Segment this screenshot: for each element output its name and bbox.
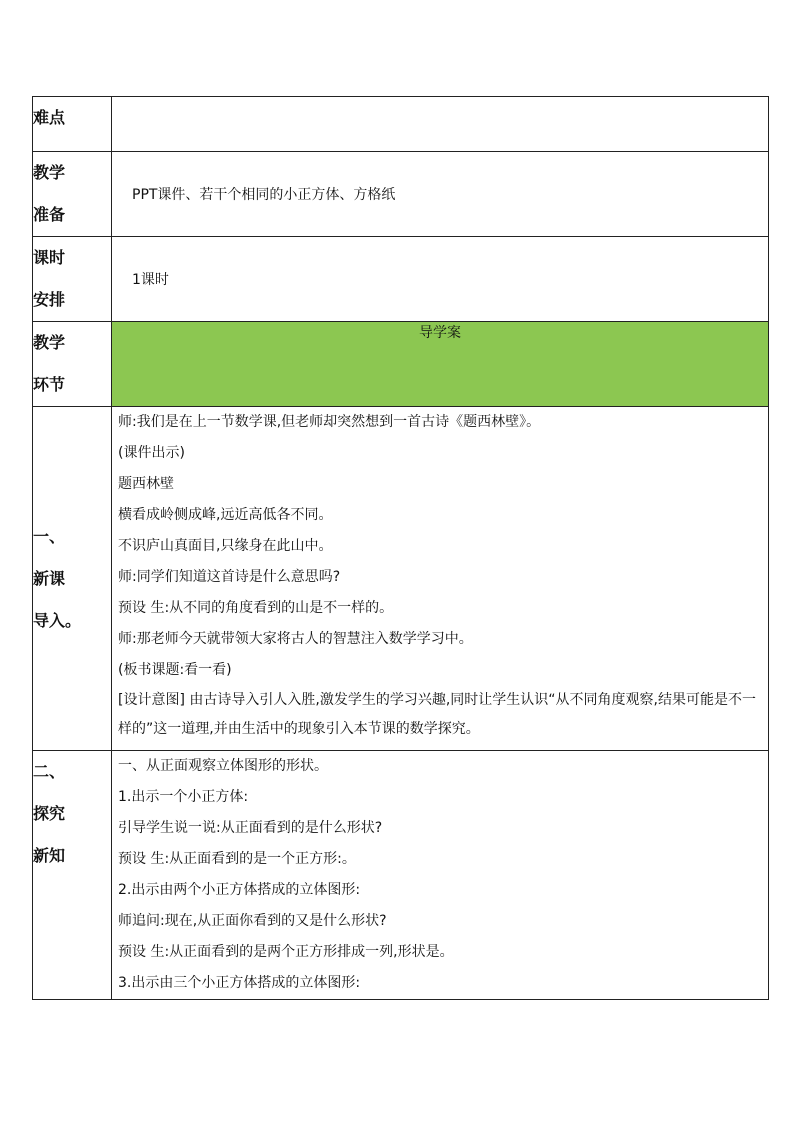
label-section-line2: 环节 bbox=[33, 375, 66, 394]
label-difficulty-text: 难点 bbox=[33, 108, 66, 127]
intro-line: 师:同学们知道这首诗是什么意思吗? bbox=[118, 569, 341, 585]
content-preparation: PPT课件、若干个相同的小正方体、方格纸 bbox=[112, 152, 769, 237]
explore-line: 预设 生:从正面看到的是一个正方形:。 bbox=[118, 851, 356, 867]
content-schedule: 1课时 bbox=[112, 237, 769, 322]
label-explore-line2: 探究 bbox=[33, 804, 66, 823]
label-preparation-line1: 教学 bbox=[33, 163, 66, 182]
content-intro bbox=[112, 407, 769, 751]
intro-line: 不识庐山真面目,只缘身在此山中。 bbox=[118, 538, 333, 554]
label-schedule bbox=[33, 237, 112, 322]
lesson-plan-table bbox=[32, 96, 769, 1000]
label-explore-line3: 新知 bbox=[33, 846, 66, 865]
label-intro bbox=[33, 407, 112, 751]
row-section bbox=[33, 322, 769, 407]
explore-line: 1.出示一个小正方体: bbox=[118, 789, 249, 805]
content-difficulty bbox=[112, 97, 769, 152]
explore-line: 2.出示由两个小正方体搭成的立体图形: bbox=[118, 882, 361, 898]
explore-line: 3.出示由三个小正方体搭成的立体图形: bbox=[118, 975, 361, 991]
label-section bbox=[33, 322, 112, 407]
explore-line: 预设 生:从正面看到的是两个正方形排成一列,形状是。 bbox=[118, 944, 454, 960]
label-section-line1: 教学 bbox=[33, 333, 66, 352]
label-explore bbox=[33, 751, 112, 1000]
label-preparation bbox=[33, 152, 112, 237]
row-explore bbox=[33, 751, 769, 1000]
label-intro-line1: 一、 bbox=[33, 526, 66, 546]
label-explore-line1: 二、 bbox=[33, 762, 66, 781]
intro-line: (板书课题:看一看) bbox=[118, 662, 232, 678]
content-explore bbox=[112, 751, 769, 1000]
explore-line: 师追问:现在,从正面你看到的又是什么形状? bbox=[118, 913, 387, 929]
row-schedule bbox=[33, 237, 769, 322]
intro-line: 预设 生:从不同的角度看到的山是不一样的。 bbox=[118, 600, 394, 616]
label-difficulty bbox=[33, 97, 112, 152]
explore-line: 一、从正面观察立体图形的形状。 bbox=[118, 758, 328, 774]
intro-line: 横看成岭侧成峰,远近高低各不同。 bbox=[118, 507, 333, 523]
intro-design-intent: [设计意图] 由古诗导入引人入胜,激发学生的学习兴趣,同时让学生认识“从不同角度观察,结果可能是不一样的”这一道理,并由生活中的现象引入本节课的数学探究。 bbox=[118, 692, 756, 737]
label-intro-line2: 新课 bbox=[33, 568, 66, 588]
label-intro-line3: 导入。 bbox=[33, 610, 82, 630]
label-preparation-line2: 准备 bbox=[33, 205, 66, 224]
intro-line: 题西林壁 bbox=[118, 476, 174, 492]
explore-line: 引导学生说一说:从正面看到的是什么形状? bbox=[118, 820, 383, 836]
section-header-guide: 导学案 bbox=[112, 322, 769, 407]
intro-line: 师:我们是在上一节数学课,但老师却突然想到一首古诗《题西林壁》。 bbox=[118, 414, 541, 430]
label-schedule-line2: 安排 bbox=[33, 290, 66, 309]
intro-line: (课件出示) bbox=[118, 445, 185, 461]
row-preparation bbox=[33, 152, 769, 237]
intro-line: 师:那老师今天就带领大家将古人的智慧注入数学学习中。 bbox=[118, 631, 473, 647]
row-difficulty bbox=[33, 97, 769, 152]
label-schedule-line1: 课时 bbox=[33, 248, 66, 267]
row-intro bbox=[33, 407, 769, 751]
